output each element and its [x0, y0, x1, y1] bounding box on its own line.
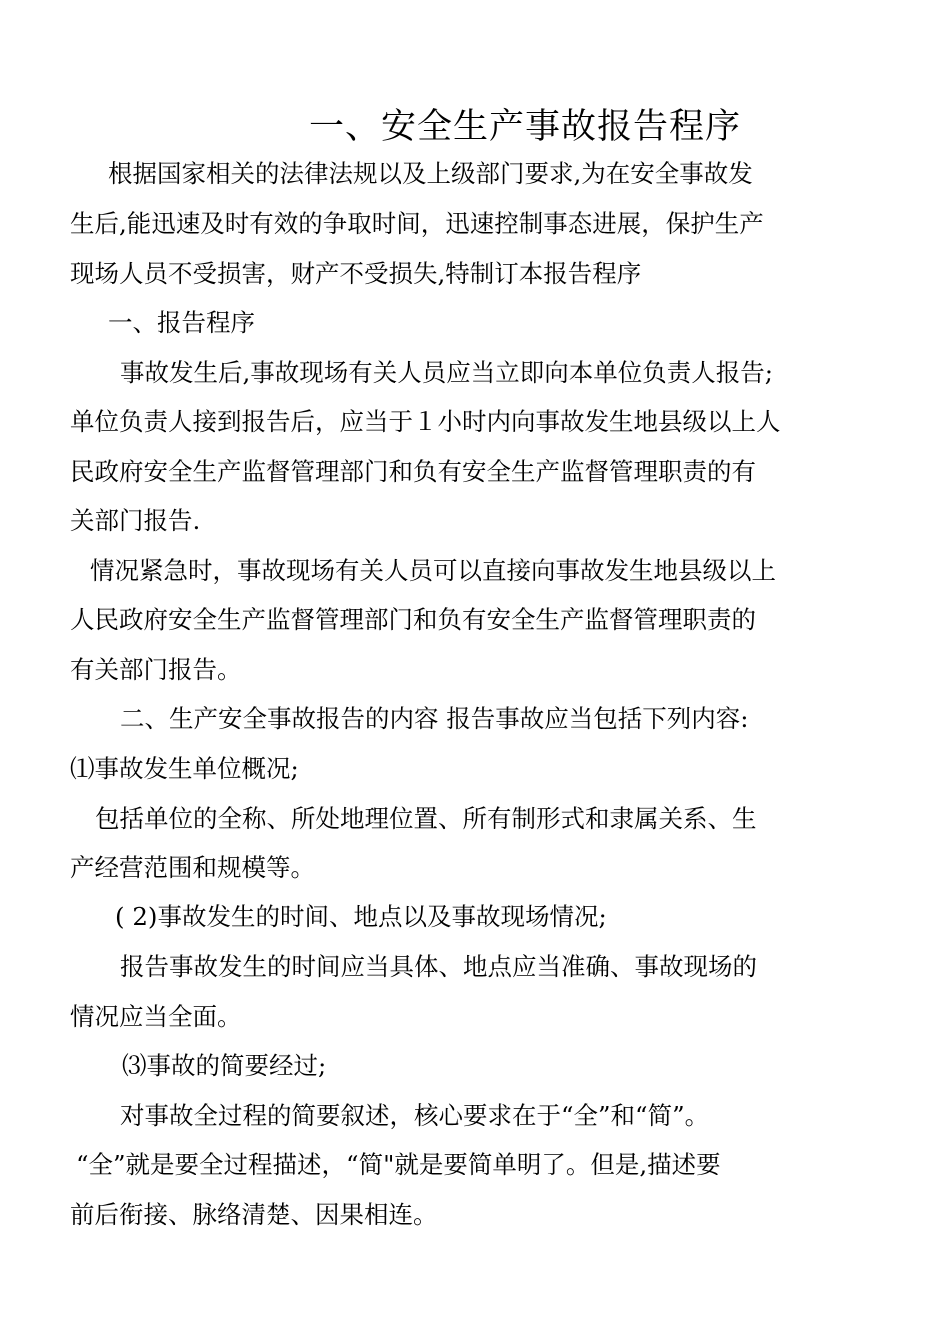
- paragraph-line: 根据国家相关的法律法规以及上级部门要求,为在安全事故发: [108, 159, 753, 188]
- paragraph-line: 前后衔接、脉络清楚、因果相连。: [70, 1200, 438, 1229]
- paragraph-line: 人民政府安全生产监督管理部门和负有安全生产监督管理职责的: [70, 605, 756, 634]
- list-item: ( 2)事故发生的时间、地点以及事故现场情况;: [115, 902, 607, 931]
- paragraph-line: 民政府安全生产监督管理部门和负有安全生产监督管理职责的有: [70, 457, 756, 486]
- paragraph-line: 生后,能迅速及时有效的争取时间，迅速控制事态进展，保护生产: [70, 209, 764, 238]
- list-item: ⑴事故发生单位概况;: [70, 754, 299, 783]
- paragraph-line: 现场人员不受损害，财产不受损失,特制订本报告程序: [70, 259, 642, 288]
- section-heading: 一、报告程序: [108, 308, 255, 337]
- paragraph-line: 包括单位的全称、所处地理位置、所有制形式和隶属关系、生: [95, 804, 757, 833]
- paragraph-line: 情况紧急时，事故现场有关人员可以直接向事故发生地县级以上: [90, 556, 776, 585]
- document-title: 一、安全生产事故报告程序: [308, 107, 741, 147]
- paragraph-line: 有关部门报告。: [70, 655, 242, 684]
- paragraph-line: 产经营范围和规模等。: [70, 853, 315, 882]
- paragraph-line: 关部门报告.: [70, 506, 201, 535]
- paragraph-line: 对事故全过程的简要叙述，核心要求在于“全”和“简”。: [120, 1101, 710, 1130]
- paragraph-line: 报告事故发生的时间应当具体、地点应当准确、事故现场的: [120, 952, 757, 981]
- list-item: ⑶事故的简要经过;: [122, 1051, 327, 1080]
- section-heading: 二、生产安全事故报告的内容 报告事故应当包括下列内容:: [120, 704, 749, 733]
- paragraph-line: 单位负责人接到报告后，应当于１小时内向事故发生地县级以上人: [70, 407, 781, 436]
- paragraph-line: 情况应当全面。: [70, 1002, 242, 1031]
- paragraph-line: 事故发生后,事故现场有关人员应当立即向本单位负责人报告;: [120, 358, 774, 387]
- paragraph-line: “全”就是要全过程描述，“简"就是要简单明了。但是,描述要: [76, 1150, 721, 1179]
